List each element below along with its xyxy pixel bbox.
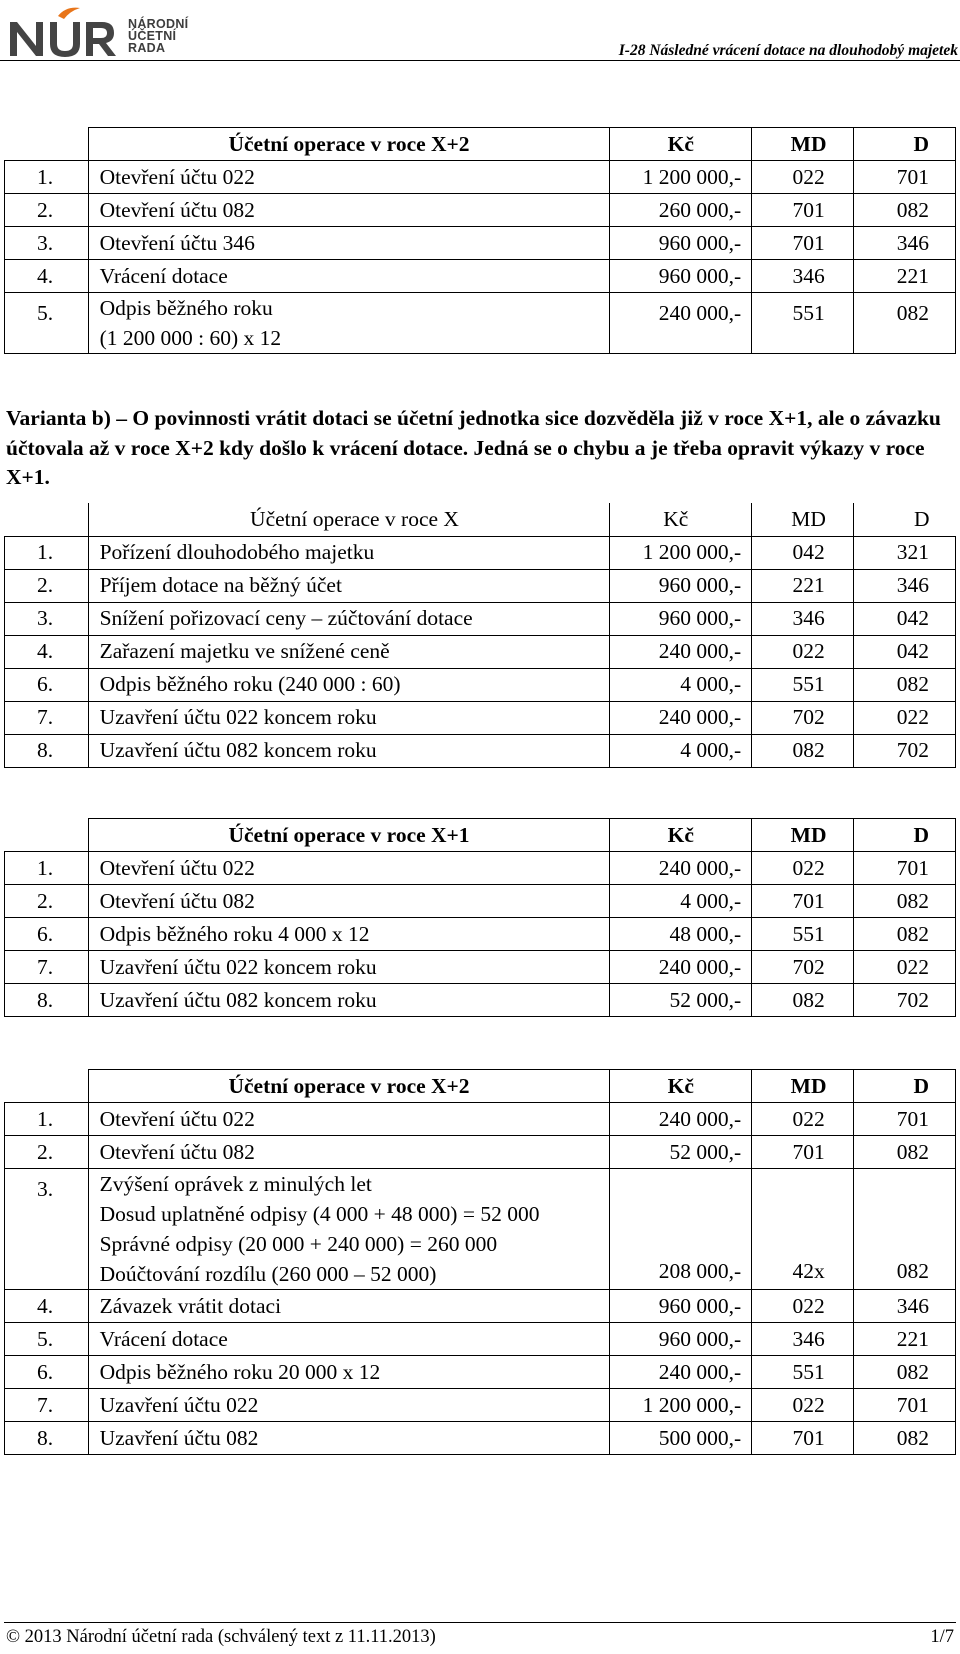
row-label: Otevření účtu 022 — [88, 1103, 610, 1136]
row-number: 2. — [5, 885, 89, 918]
row-label-multiline — [88, 1169, 610, 1290]
table-row — [5, 161, 956, 194]
row-label-line-4: Doúčtování rozdílu (260 000 – 52 000) — [99, 1262, 437, 1286]
row-d: 321 — [854, 536, 956, 569]
table-row — [5, 602, 956, 635]
row-label: Snížení pořizovací ceny – zúčtování dotace — [88, 602, 610, 635]
header-d: D — [854, 1070, 956, 1103]
row-label: Vrácení dotace — [88, 1323, 610, 1356]
table-header-row — [5, 1070, 956, 1103]
row-number: 8. — [5, 1422, 89, 1455]
row-number: 7. — [5, 1389, 89, 1422]
table-row — [5, 1103, 956, 1136]
row-md: 346 — [752, 260, 854, 293]
row-number: 5. — [5, 293, 89, 354]
row-number: 8. — [5, 984, 89, 1017]
table-row — [5, 227, 956, 260]
operations-table-x — [4, 503, 956, 768]
row-d: 221 — [854, 1323, 956, 1356]
row-number: 3. — [5, 602, 89, 635]
row-amount: 240 000,- — [610, 1356, 752, 1389]
row-amount: 1 200 000,- — [610, 161, 752, 194]
table-row — [5, 701, 956, 734]
row-amount: 240 000,- — [610, 293, 752, 354]
variant-b-paragraph: Varianta b) – O povinnosti vrátit dotaci se účetní jednotka sice dozvěděla již v roce X+1, ale o závazku účtovala až v roce X+2 kdy došlo k vrácení dotace. Jedná se o chybu a je třeba opravit výkazy v roce X+1. — [6, 406, 941, 489]
header-md: MD — [752, 1070, 854, 1103]
table-row — [5, 852, 956, 885]
row-number: 6. — [5, 1356, 89, 1389]
row-number: 1. — [5, 1103, 89, 1136]
table-row — [5, 734, 956, 767]
row-amount: 960 000,- — [610, 260, 752, 293]
row-label: Otevření účtu 346 — [88, 227, 610, 260]
row-number: 2. — [5, 194, 89, 227]
row-amount: 500 000,- — [610, 1422, 752, 1455]
row-label: Uzavření účtu 022 koncem roku — [88, 701, 610, 734]
row-md: 042 — [752, 536, 854, 569]
row-d: 701 — [854, 1389, 956, 1422]
row-md: 221 — [752, 569, 854, 602]
table-row — [5, 885, 956, 918]
row-d: 346 — [854, 227, 956, 260]
row-md: 082 — [752, 984, 854, 1017]
row-d: 082 — [854, 293, 956, 354]
row-md: 551 — [752, 1356, 854, 1389]
row-number: 6. — [5, 668, 89, 701]
table-row — [5, 293, 956, 354]
table-row — [5, 635, 956, 668]
row-d: 082 — [854, 1169, 956, 1290]
row-amount: 52 000,- — [610, 984, 752, 1017]
row-d: 042 — [854, 602, 956, 635]
header-operation: Účetní operace v roce X+2 — [88, 1070, 610, 1103]
row-label: Otevření účtu 022 — [88, 161, 610, 194]
nur-logo — [8, 6, 193, 60]
row-label: Závazek vrátit dotaci — [88, 1290, 610, 1323]
operations-table-x2-variant-a — [4, 127, 956, 354]
row-md: 701 — [752, 1422, 854, 1455]
row-amount: 52 000,- — [610, 1136, 752, 1169]
row-label: Vrácení dotace — [88, 260, 610, 293]
row-label-line-2: Dosud uplatněné odpisy (4 000 + 48 000) = 52 000 — [99, 1202, 540, 1226]
row-d: 082 — [854, 1136, 956, 1169]
row-amount: 1 200 000,- — [610, 1389, 752, 1422]
row-amount: 4 000,- — [610, 734, 752, 767]
row-number: 4. — [5, 260, 89, 293]
row-md: 082 — [752, 734, 854, 767]
row-number: 2. — [5, 569, 89, 602]
logo-text-line-2: ÚČETNÍ — [128, 29, 177, 43]
row-md: 701 — [752, 885, 854, 918]
row-amount: 960 000,- — [610, 1323, 752, 1356]
header-operation: Účetní operace v roce X+1 — [88, 819, 610, 852]
row-number: 4. — [5, 635, 89, 668]
row-amount: 208 000,- — [610, 1169, 752, 1290]
row-md: 701 — [752, 227, 854, 260]
row-number: 1. — [5, 536, 89, 569]
row-md: 551 — [752, 918, 854, 951]
row-number: 4. — [5, 1290, 89, 1323]
row-label: Pořízení dlouhodobého majetku — [88, 536, 610, 569]
row-amount: 960 000,- — [610, 602, 752, 635]
row-md: 022 — [752, 1103, 854, 1136]
row-label-line-2: (1 200 000 : 60) x 12 — [99, 326, 282, 350]
page-footer — [4, 1622, 956, 1653]
table-row — [5, 1290, 956, 1323]
row-number: 1. — [5, 852, 89, 885]
row-label: Zařazení majetku ve snížené ceně — [88, 635, 610, 668]
row-d: 346 — [854, 569, 956, 602]
table-row — [5, 569, 956, 602]
row-amount: 240 000,- — [610, 1103, 752, 1136]
header-amount: Kč — [610, 819, 752, 852]
row-d: 082 — [854, 918, 956, 951]
row-amount: 240 000,- — [610, 635, 752, 668]
header-operation: Účetní operace v roce X — [88, 503, 610, 536]
logo-text — [128, 18, 188, 54]
row-number: 1. — [5, 161, 89, 194]
operations-table-x1 — [4, 818, 956, 1017]
logo-text-line-1: NÁRODNÍ — [128, 17, 189, 31]
table-header-row — [5, 503, 956, 536]
header-operation: Účetní operace v roce X+2 — [88, 128, 610, 161]
row-d: 082 — [854, 1356, 956, 1389]
row-label: Uzavření účtu 022 koncem roku — [88, 951, 610, 984]
header-md: MD — [752, 819, 854, 852]
row-label: Otevření účtu 022 — [88, 852, 610, 885]
row-amount: 960 000,- — [610, 569, 752, 602]
row-number: 3. — [5, 1169, 89, 1290]
row-d: 702 — [854, 984, 956, 1017]
row-md: 701 — [752, 1136, 854, 1169]
row-md: 551 — [752, 293, 854, 354]
row-amount: 240 000,- — [610, 701, 752, 734]
row-md: 701 — [752, 194, 854, 227]
table-row — [5, 536, 956, 569]
row-md: 022 — [752, 161, 854, 194]
row-md: 022 — [752, 1290, 854, 1323]
row-d: 702 — [854, 734, 956, 767]
page-header — [0, 0, 960, 62]
row-md: 022 — [752, 1389, 854, 1422]
page-number: 1/7 — [930, 1627, 954, 1647]
table-row — [5, 1136, 956, 1169]
operations-table-x2-variant-b — [4, 1069, 956, 1455]
row-d: 022 — [854, 701, 956, 734]
row-d: 082 — [854, 1422, 956, 1455]
row-label: Uzavření účtu 082 koncem roku — [88, 734, 610, 767]
row-amount: 960 000,- — [610, 1290, 752, 1323]
row-d: 022 — [854, 951, 956, 984]
row-label: Otevření účtu 082 — [88, 1136, 610, 1169]
row-md: 551 — [752, 668, 854, 701]
header-d: D — [854, 128, 956, 161]
table-row — [5, 260, 956, 293]
header-md: MD — [752, 128, 854, 161]
header-d: D — [854, 819, 956, 852]
copyright-text: © 2013 Národní účetní rada (schválený text z 11.11.2013) — [6, 1627, 436, 1647]
document-title: I-28 Následné vrácení dotace na dlouhodobý majetek — [618, 42, 958, 59]
row-amount: 4 000,- — [610, 885, 752, 918]
row-label: Uzavření účtu 082 koncem roku — [88, 984, 610, 1017]
table-row — [5, 984, 956, 1017]
row-label-multiline — [88, 293, 610, 354]
row-label: Příjem dotace na běžný účet — [88, 569, 610, 602]
row-label-line-1: Zvýšení oprávek z minulých let — [99, 1172, 372, 1196]
header-blank-cell — [5, 819, 89, 852]
row-md: 702 — [752, 951, 854, 984]
row-md: 346 — [752, 602, 854, 635]
header-amount: Kč — [610, 1070, 752, 1103]
table-row — [5, 918, 956, 951]
row-d: 701 — [854, 852, 956, 885]
table-row — [5, 194, 956, 227]
header-d: D — [854, 503, 956, 536]
row-label: Uzavření účtu 022 — [88, 1389, 610, 1422]
row-amount: 4 000,- — [610, 668, 752, 701]
row-d: 082 — [854, 194, 956, 227]
row-number: 7. — [5, 701, 89, 734]
row-md: 346 — [752, 1323, 854, 1356]
logo-text-line-3: RADA — [128, 41, 166, 55]
row-d: 346 — [854, 1290, 956, 1323]
row-amount: 260 000,- — [610, 194, 752, 227]
table-row — [5, 1323, 956, 1356]
row-label: Odpis běžného roku 20 000 x 12 — [88, 1356, 610, 1389]
table-row — [5, 1389, 956, 1422]
table-row — [5, 1169, 956, 1290]
header-amount: Kč — [610, 128, 752, 161]
row-amount: 240 000,- — [610, 852, 752, 885]
row-number: 2. — [5, 1136, 89, 1169]
nur-logo-mark — [8, 6, 126, 60]
row-d: 701 — [854, 161, 956, 194]
table-header-row — [5, 819, 956, 852]
row-d: 082 — [854, 668, 956, 701]
row-label: Otevření účtu 082 — [88, 194, 610, 227]
row-d: 701 — [854, 1103, 956, 1136]
row-d: 042 — [854, 635, 956, 668]
row-number: 3. — [5, 227, 89, 260]
table-row — [5, 1422, 956, 1455]
row-amount: 1 200 000,- — [610, 536, 752, 569]
row-label-line-1: Odpis běžného roku — [99, 296, 273, 320]
row-number: 6. — [5, 918, 89, 951]
table-row — [5, 668, 956, 701]
header-blank-cell — [5, 1070, 89, 1103]
row-number: 8. — [5, 734, 89, 767]
header-blank-cell — [5, 503, 89, 536]
row-d: 082 — [854, 885, 956, 918]
row-label: Odpis běžného roku (240 000 : 60) — [88, 668, 610, 701]
row-label-line-3: Správné odpisy (20 000 + 240 000) = 260 000 — [99, 1232, 498, 1256]
row-number: 7. — [5, 951, 89, 984]
row-d: 221 — [854, 260, 956, 293]
row-amount: 240 000,- — [610, 951, 752, 984]
row-label: Uzavření účtu 082 — [88, 1422, 610, 1455]
header-md: MD — [752, 503, 854, 536]
row-md: 702 — [752, 701, 854, 734]
row-md: 022 — [752, 852, 854, 885]
row-amount: 48 000,- — [610, 918, 752, 951]
row-md: 022 — [752, 635, 854, 668]
row-number: 5. — [5, 1323, 89, 1356]
header-amount: Kč — [610, 503, 752, 536]
table-header-row — [5, 128, 956, 161]
table-row — [5, 1356, 956, 1389]
table-row — [5, 951, 956, 984]
row-label: Odpis běžného roku 4 000 x 12 — [88, 918, 610, 951]
row-amount: 960 000,- — [610, 227, 752, 260]
header-divider — [0, 60, 960, 61]
row-md: 42x — [752, 1169, 854, 1290]
row-label: Otevření účtu 082 — [88, 885, 610, 918]
header-blank-cell — [5, 128, 89, 161]
